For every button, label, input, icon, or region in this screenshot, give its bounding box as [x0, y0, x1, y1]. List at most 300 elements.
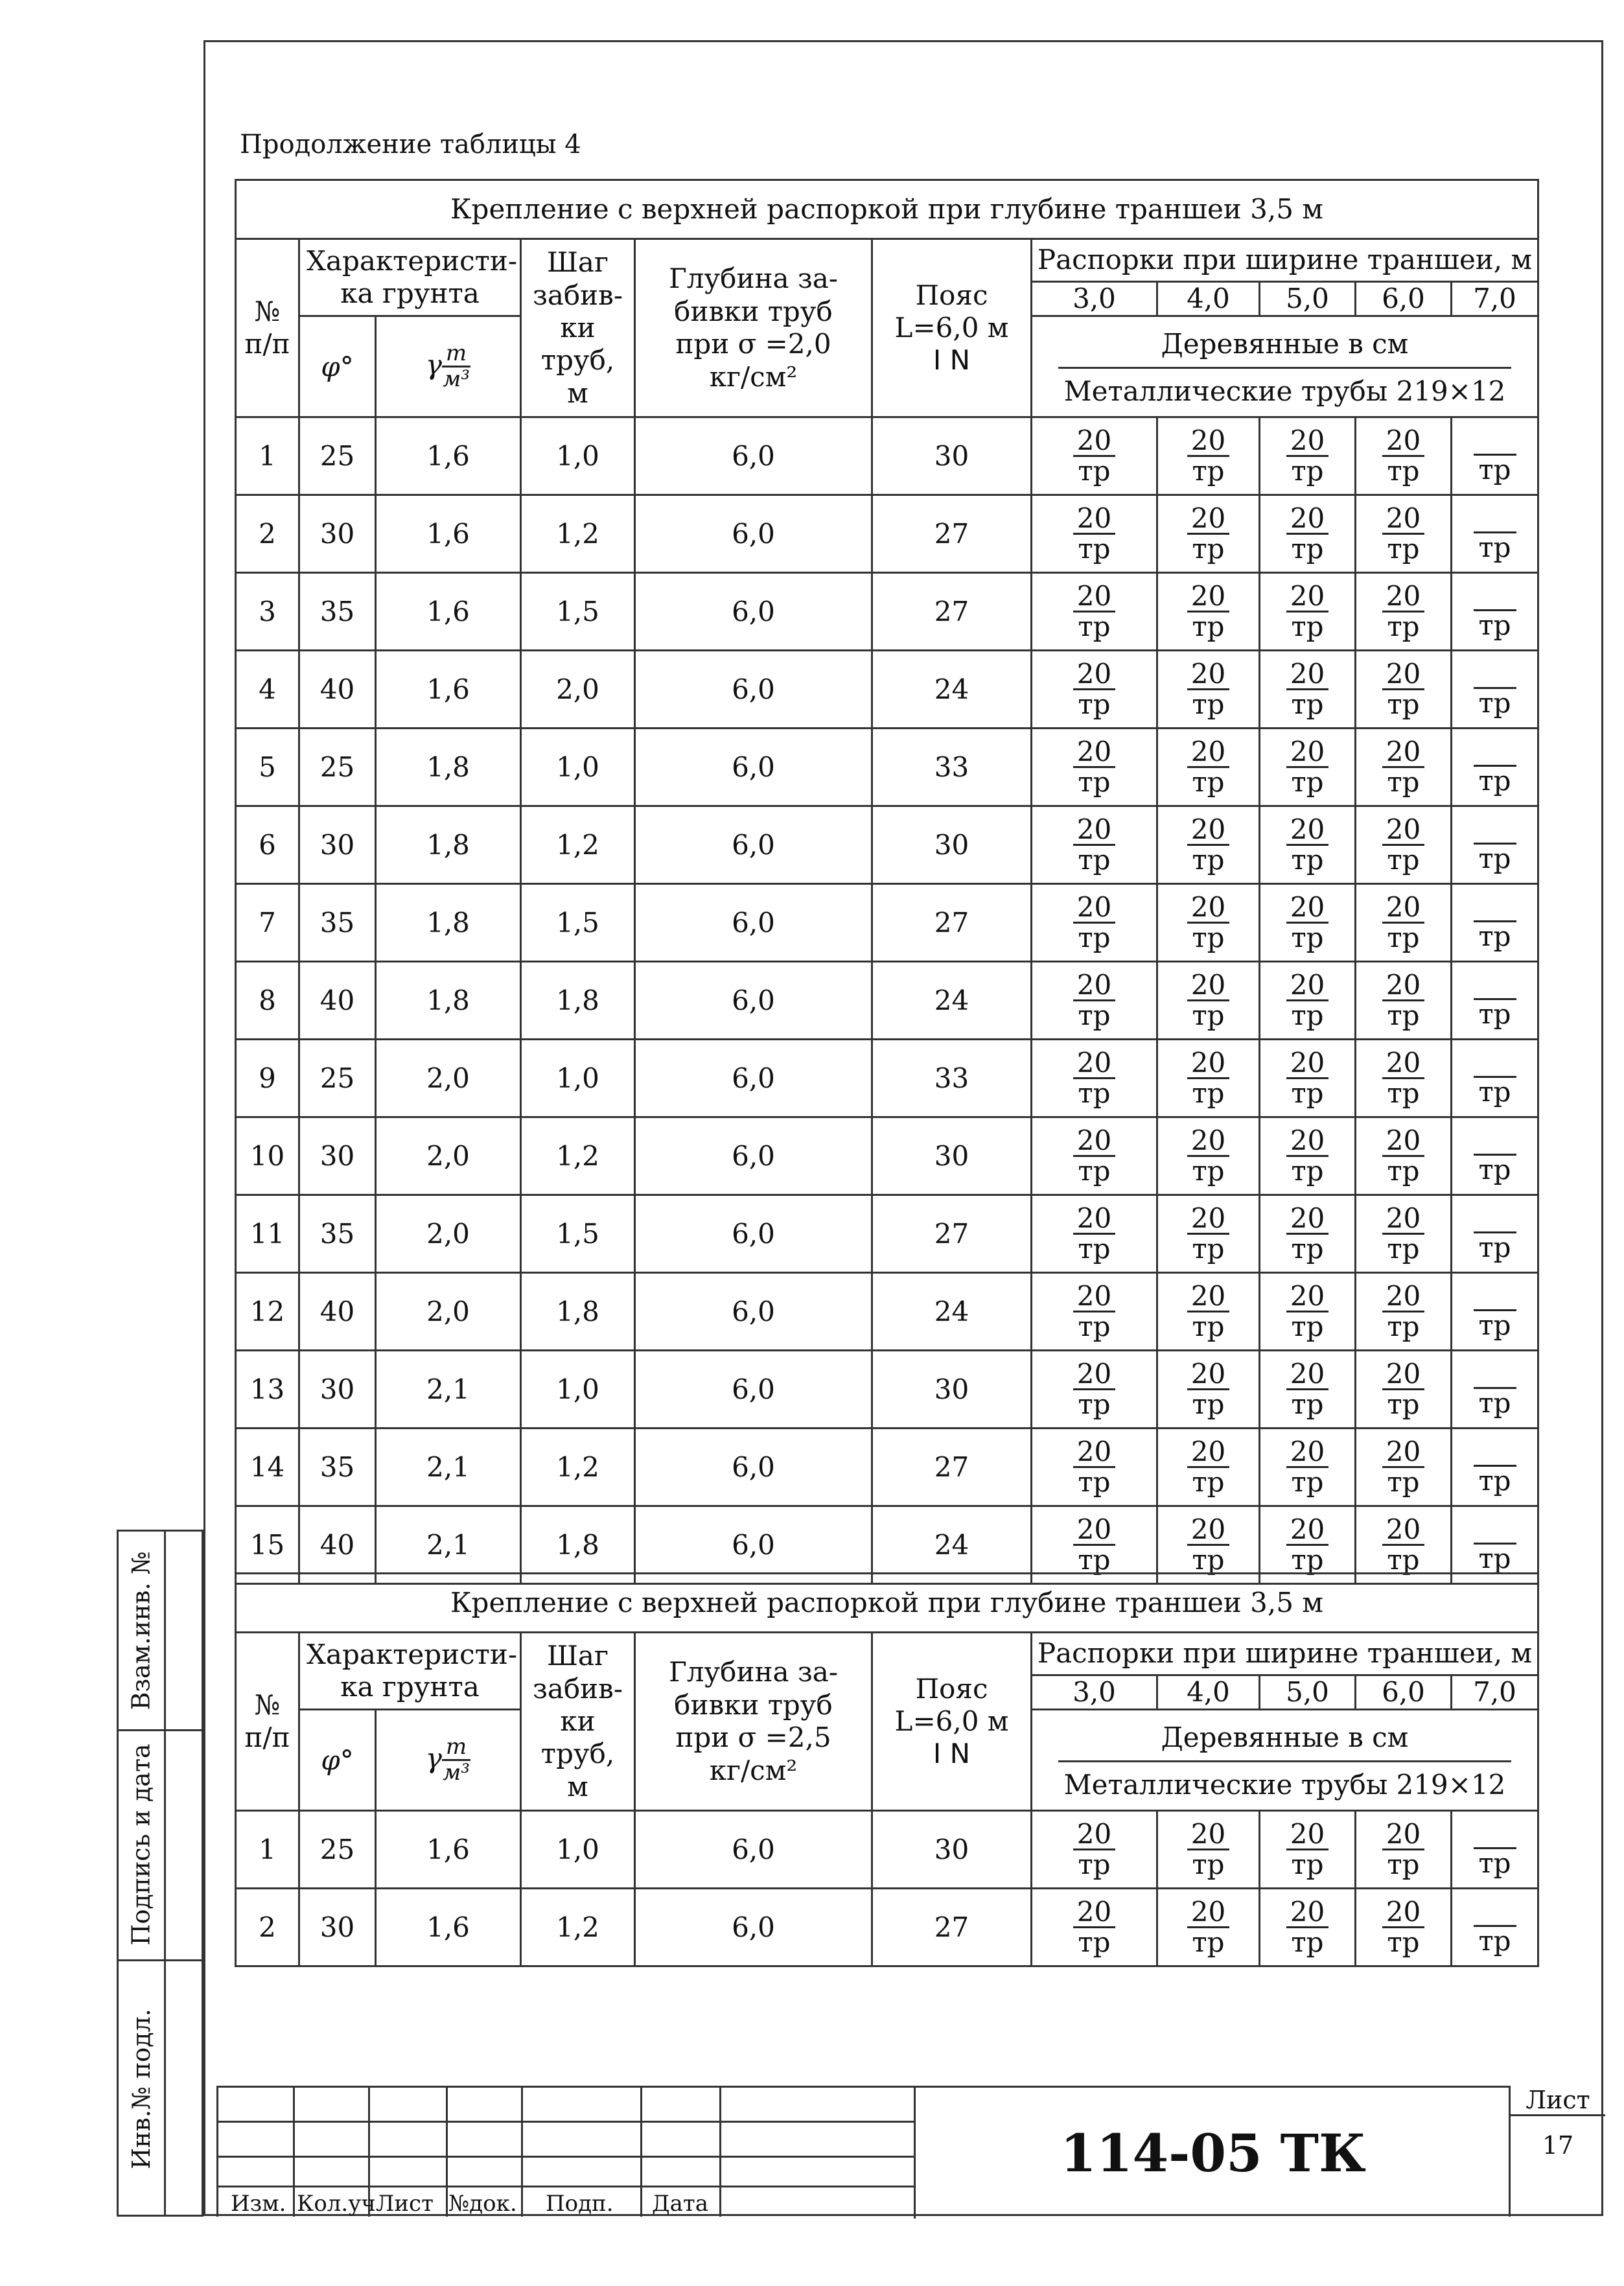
- strut-num: 20: [1187, 1820, 1229, 1850]
- strut-cell: [1157, 651, 1260, 729]
- strut-fraction: [1382, 426, 1424, 485]
- strut-cell: [1452, 729, 1538, 806]
- strut-fraction: [1073, 1820, 1115, 1879]
- cell-gamma: 2,0: [376, 1273, 521, 1351]
- strut-cell: [1260, 806, 1356, 884]
- strut-cell: [1260, 573, 1356, 651]
- strut-num-blank: [1474, 972, 1516, 1000]
- cell-n: 2: [236, 495, 299, 573]
- strut-num: 20: [1382, 1204, 1424, 1235]
- strut-fraction: [1382, 1126, 1424, 1185]
- cell-gamma: 2,1: [376, 1506, 521, 1584]
- cell-depth: 6,0: [635, 651, 872, 729]
- strut-num: 20: [1286, 1360, 1328, 1390]
- strut-cell: [1356, 1811, 1452, 1889]
- strut-num-blank: [1474, 1899, 1516, 1927]
- strut-fraction: [1187, 504, 1229, 563]
- strut-fraction: [1187, 1049, 1229, 1108]
- strut-cell: [1452, 1811, 1538, 1889]
- cell-n: 15: [236, 1506, 299, 1584]
- strut-fraction: [1187, 1360, 1229, 1419]
- strut-den: тр: [1078, 1849, 1111, 1881]
- strut-cell: [1260, 729, 1356, 806]
- strut-cell: [1032, 495, 1157, 573]
- strut-num: 20: [1382, 1126, 1424, 1157]
- strut-fraction: [1187, 1438, 1229, 1497]
- width-3: 5,0: [1260, 1675, 1356, 1710]
- strut-num: 20: [1187, 971, 1229, 1001]
- strut-fraction: [1382, 815, 1424, 874]
- cell-belt: 30: [872, 1117, 1032, 1195]
- strut-den: тр: [1192, 1388, 1225, 1421]
- strut-num: 20: [1073, 893, 1115, 924]
- strut-cell: [1260, 1351, 1356, 1429]
- strut-num: 20: [1286, 582, 1328, 612]
- cell-phi: 25: [299, 417, 376, 495]
- strut-num: 20: [1187, 1515, 1229, 1546]
- cell-step: 1,5: [521, 1195, 635, 1273]
- belt-mark: I N: [933, 344, 971, 377]
- cell-depth: 6,0: [635, 1195, 872, 1273]
- header-soil: Характеристи-ка грунта: [299, 1633, 521, 1710]
- strut-cell: [1032, 1273, 1157, 1351]
- strut-num: 20: [1382, 1820, 1424, 1850]
- cell-phi: 30: [299, 1117, 376, 1195]
- strut-den: тр: [1387, 1466, 1420, 1499]
- strut-num-blank: [1474, 661, 1516, 689]
- cell-n: 3: [236, 573, 299, 651]
- cell-gamma: 1,6: [376, 1889, 521, 1966]
- strut-num-blank: [1474, 817, 1516, 845]
- strut-num-blank: [1474, 1128, 1516, 1156]
- header-material: [1032, 316, 1538, 417]
- strut-fraction: [1474, 817, 1516, 873]
- cell-n: 1: [236, 1811, 299, 1889]
- header-belt: [872, 239, 1032, 417]
- strut-cell: [1260, 884, 1356, 962]
- cell-depth: 6,0: [635, 573, 872, 651]
- strut-den: тр: [1478, 454, 1511, 486]
- table-title: Крепление с верхней распоркой при глубине траншеи 3,5 м: [236, 1574, 1538, 1633]
- strut-cell: [1032, 1195, 1157, 1273]
- strut-fraction: [1073, 1049, 1115, 1108]
- strut-fraction: [1286, 1204, 1328, 1263]
- strut-cell: [1157, 1195, 1260, 1273]
- strut-cell: [1157, 1040, 1260, 1117]
- strut-num: 20: [1187, 582, 1229, 612]
- strut-num: 20: [1286, 426, 1328, 457]
- strut-den: тр: [1478, 765, 1511, 797]
- strut-fraction: [1382, 504, 1424, 563]
- cell-step: 1,0: [521, 1811, 635, 1889]
- cell-gamma: 1,6: [376, 651, 521, 729]
- strut-fraction: [1187, 1515, 1229, 1574]
- strut-den: тр: [1192, 1544, 1225, 1576]
- header-step: Шаг забив-ки труб, м: [521, 1633, 635, 1811]
- strut-num: 20: [1382, 1515, 1424, 1546]
- strut-fraction: [1187, 971, 1229, 1030]
- cell-n: 7: [236, 884, 299, 962]
- strut-num: 20: [1187, 1360, 1229, 1390]
- strut-num: 20: [1073, 660, 1115, 690]
- cell-depth: 6,0: [635, 1429, 872, 1506]
- strut-den: тр: [1387, 922, 1420, 954]
- strut-num-blank: [1474, 1283, 1516, 1311]
- table-row: [236, 573, 1538, 651]
- strut-den: тр: [1078, 533, 1111, 565]
- gamma-unit-den: м³: [443, 1760, 470, 1786]
- strut-cell: [1452, 417, 1538, 495]
- width-5: 7,0: [1452, 1675, 1538, 1710]
- strut-num: 20: [1286, 1049, 1328, 1079]
- strut-cell: [1032, 1117, 1157, 1195]
- strut-cell: [1157, 1351, 1260, 1429]
- cell-depth: 6,0: [635, 884, 872, 962]
- cell-n: 5: [236, 729, 299, 806]
- strut-fraction: [1187, 1898, 1229, 1957]
- strut-num-blank: [1474, 1206, 1516, 1233]
- strut-den: тр: [1478, 1387, 1511, 1419]
- cell-belt: 27: [872, 495, 1032, 573]
- cell-gamma: 1,8: [376, 962, 521, 1040]
- cell-phi: 35: [299, 884, 376, 962]
- strut-den: тр: [1387, 766, 1420, 799]
- strut-num: 20: [1382, 1898, 1424, 1928]
- width-5: 7,0: [1452, 282, 1538, 316]
- strut-cell: [1452, 1429, 1538, 1506]
- strut-cell: [1032, 1429, 1157, 1506]
- strut-num-blank: [1474, 894, 1516, 922]
- strut-cell: [1452, 495, 1538, 573]
- header-gamma: [376, 1710, 521, 1811]
- table-row: [236, 417, 1538, 495]
- header-material: [1032, 1710, 1538, 1811]
- strut-num: 20: [1073, 1049, 1115, 1079]
- strut-cell: [1157, 1273, 1260, 1351]
- strut-cell: [1260, 1811, 1356, 1889]
- metal-label: Металлические трубы 219×12: [1063, 375, 1506, 408]
- cell-belt: 27: [872, 1889, 1032, 1966]
- strut-cell: [1356, 1117, 1452, 1195]
- strut-cell: [1032, 1351, 1157, 1429]
- strut-cell: [1260, 1195, 1356, 1273]
- gamma-symbol: γ: [425, 348, 442, 380]
- strut-den: тр: [1192, 1926, 1225, 1959]
- strut-den: тр: [1478, 920, 1511, 953]
- strut-num: 20: [1286, 504, 1328, 535]
- strut-num: 20: [1073, 582, 1115, 612]
- header-struts: Распорки при ширине траншеи, м: [1032, 239, 1538, 282]
- side-stamp: [117, 1530, 203, 2217]
- strut-fraction: [1286, 1049, 1328, 1108]
- strut-den: тр: [1192, 1466, 1225, 1499]
- strut-num: 20: [1286, 738, 1328, 768]
- strut-fraction: [1073, 1898, 1115, 1957]
- strut-den: тр: [1291, 533, 1324, 565]
- strut-cell: [1032, 1040, 1157, 1117]
- header-gamma: [376, 316, 521, 417]
- cell-belt: 30: [872, 1811, 1032, 1889]
- table-row: [236, 1040, 1538, 1117]
- strut-fraction: [1382, 1360, 1424, 1419]
- strut-den: тр: [1192, 922, 1225, 954]
- strut-fraction: [1474, 661, 1516, 717]
- strut-den: тр: [1478, 687, 1511, 719]
- strut-fraction: [1073, 582, 1115, 641]
- tb-label-list: Лист: [376, 2191, 434, 2217]
- strut-den: тр: [1478, 1465, 1511, 1497]
- strut-fraction: [1474, 894, 1516, 951]
- strut-table-2: [235, 1572, 1539, 1967]
- strut-cell: [1452, 1117, 1538, 1195]
- cell-phi: 40: [299, 962, 376, 1040]
- header-row: [236, 1633, 1538, 1675]
- cell-gamma: 1,8: [376, 806, 521, 884]
- strut-num: 20: [1073, 426, 1115, 457]
- cell-belt: 24: [872, 1273, 1032, 1351]
- header-step: Шаг забив-ки труб, м: [521, 239, 635, 417]
- strut-cell: [1356, 1889, 1452, 1966]
- strut-cell: [1356, 495, 1452, 573]
- strut-fraction: [1073, 971, 1115, 1030]
- strut-fraction: [1382, 1204, 1424, 1263]
- strut-den: тр: [1478, 1925, 1511, 1957]
- strut-fraction: [1073, 1204, 1115, 1263]
- strut-cell: [1356, 573, 1452, 651]
- strut-fraction: [1286, 1515, 1328, 1574]
- strut-num-blank: [1474, 739, 1516, 767]
- strut-num: 20: [1187, 1898, 1229, 1928]
- strut-den: тр: [1387, 1077, 1420, 1110]
- table-row: [236, 806, 1538, 884]
- strut-den: тр: [1387, 688, 1420, 721]
- strut-num: 20: [1286, 1438, 1328, 1468]
- strut-cell: [1452, 573, 1538, 651]
- strut-fraction: [1073, 660, 1115, 719]
- strut-num: 20: [1286, 971, 1328, 1001]
- strut-cell: [1032, 1889, 1157, 1966]
- strut-den: тр: [1078, 1926, 1111, 1959]
- cell-belt: 27: [872, 573, 1032, 651]
- strut-fraction: [1474, 1899, 1516, 1955]
- table-row: [236, 884, 1538, 962]
- strut-den: тр: [1291, 999, 1324, 1032]
- strut-num: 20: [1073, 815, 1115, 846]
- strut-num: 20: [1382, 1049, 1424, 1079]
- table-title: Крепление с верхней распоркой при глубине траншеи 3,5 м: [236, 180, 1538, 239]
- strut-num: 20: [1382, 738, 1424, 768]
- strut-num: 20: [1187, 660, 1229, 690]
- strut-fraction: [1073, 1126, 1115, 1185]
- strut-den: тр: [1078, 688, 1111, 721]
- strut-fraction: [1187, 426, 1229, 485]
- cell-gamma: 2,1: [376, 1429, 521, 1506]
- strut-fraction: [1187, 738, 1229, 797]
- revision-grid: [216, 2086, 914, 2217]
- strut-cell: [1157, 729, 1260, 806]
- strut-cell: [1452, 1889, 1538, 1966]
- strut-fraction: [1187, 893, 1229, 952]
- strut-fraction: [1474, 428, 1516, 484]
- gamma-symbol: γ: [425, 1742, 442, 1774]
- strut-fraction: [1286, 1820, 1328, 1879]
- strut-fraction: [1073, 1282, 1115, 1341]
- strut-cell: [1032, 962, 1157, 1040]
- cell-belt: 30: [872, 806, 1032, 884]
- cell-step: 1,0: [521, 729, 635, 806]
- strut-den: тр: [1291, 1233, 1324, 1265]
- strut-cell: [1356, 1429, 1452, 1506]
- cell-belt: 24: [872, 651, 1032, 729]
- strut-fraction: [1474, 583, 1516, 640]
- strut-num: 20: [1382, 1438, 1424, 1468]
- table-row: [236, 651, 1538, 729]
- strut-num: 20: [1073, 1204, 1115, 1235]
- strut-den: тр: [1291, 1926, 1324, 1959]
- cell-gamma: 2,0: [376, 1195, 521, 1273]
- strut-num: 20: [1187, 738, 1229, 768]
- header-depth: Глубина за-бивки труб при σ =2,0 кг/см²: [635, 239, 872, 417]
- cell-gamma: 2,0: [376, 1117, 521, 1195]
- belt-mark: I N: [933, 1738, 971, 1770]
- cell-step: 1,2: [521, 495, 635, 573]
- strut-den: тр: [1078, 922, 1111, 954]
- strut-cell: [1032, 417, 1157, 495]
- strut-den: тр: [1192, 688, 1225, 721]
- cell-belt: 24: [872, 962, 1032, 1040]
- cell-depth: 6,0: [635, 1040, 872, 1117]
- strut-fraction: [1382, 660, 1424, 719]
- strut-cell: [1260, 495, 1356, 573]
- cell-phi: 30: [299, 1351, 376, 1429]
- width-4: 6,0: [1356, 282, 1452, 316]
- strut-cell: [1157, 1811, 1260, 1889]
- cell-step: 1,2: [521, 1429, 635, 1506]
- strut-num: 20: [1286, 1282, 1328, 1312]
- strut-fraction: [1286, 660, 1328, 719]
- strut-fraction: [1382, 893, 1424, 952]
- strut-den: тр: [1387, 1388, 1420, 1421]
- cell-n: 6: [236, 806, 299, 884]
- width-1: 3,0: [1032, 1675, 1157, 1710]
- strut-cell: [1452, 1040, 1538, 1117]
- strut-den: тр: [1078, 1544, 1111, 1576]
- cell-phi: 30: [299, 495, 376, 573]
- strut-den: тр: [1291, 1077, 1324, 1110]
- strut-cell: [1157, 884, 1260, 962]
- strut-num: 20: [1382, 426, 1424, 457]
- cell-phi: 40: [299, 651, 376, 729]
- strut-num: 20: [1382, 971, 1424, 1001]
- replace-inv-label: Взам.инв. №: [127, 1550, 156, 1710]
- strut-fraction: [1382, 1515, 1424, 1574]
- strut-den: тр: [1192, 999, 1225, 1032]
- cell-phi: 30: [299, 806, 376, 884]
- strut-fraction: [1286, 1126, 1328, 1185]
- strut-fraction: [1286, 1282, 1328, 1341]
- strut-cell: [1032, 573, 1157, 651]
- strut-den: тр: [1387, 533, 1420, 565]
- strut-cell: [1356, 1351, 1452, 1429]
- cell-step: 1,2: [521, 806, 635, 884]
- strut-num: 20: [1073, 1820, 1115, 1850]
- width-3: 5,0: [1260, 282, 1356, 316]
- cell-n: 10: [236, 1117, 299, 1195]
- strut-den: тр: [1192, 1849, 1225, 1881]
- cell-gamma: 1,6: [376, 1811, 521, 1889]
- strut-fraction: [1286, 426, 1328, 485]
- width-1: 3,0: [1032, 282, 1157, 316]
- strut-table-1: [235, 179, 1539, 1585]
- header-phi: φ°: [299, 316, 376, 417]
- strut-fraction: [1073, 426, 1115, 485]
- cell-phi: 40: [299, 1273, 376, 1351]
- strut-fraction: [1286, 1360, 1328, 1419]
- cell-phi: 25: [299, 729, 376, 806]
- strut-fraction: [1474, 1050, 1516, 1106]
- strut-fraction: [1187, 1126, 1229, 1185]
- document-code: 114-05 ТК: [914, 2086, 1511, 2219]
- sheet-number: 17: [1542, 2131, 1574, 2160]
- strut-num: 20: [1187, 426, 1229, 457]
- strut-cell: [1157, 573, 1260, 651]
- strut-den: тр: [1192, 533, 1225, 565]
- strut-den: тр: [1387, 999, 1420, 1032]
- strut-num: 20: [1187, 1438, 1229, 1468]
- strut-fraction: [1286, 582, 1328, 641]
- strut-fraction: [1474, 506, 1516, 562]
- wood-label: Деревянные в см: [1058, 1719, 1511, 1762]
- cell-depth: 6,0: [635, 962, 872, 1040]
- strut-fraction: [1286, 971, 1328, 1030]
- header-number: № п/п: [236, 1633, 299, 1811]
- strut-cell: [1452, 1195, 1538, 1273]
- cell-depth: 6,0: [635, 1811, 872, 1889]
- strut-fraction: [1286, 738, 1328, 797]
- strut-cell: [1157, 1117, 1260, 1195]
- cell-depth: 6,0: [635, 1889, 872, 1966]
- strut-num: 20: [1382, 582, 1424, 612]
- strut-fraction: [1187, 815, 1229, 874]
- title-block: [203, 2086, 1603, 2217]
- strut-den: тр: [1291, 766, 1324, 799]
- strut-num: 20: [1073, 1515, 1115, 1546]
- table-title-row: [236, 1574, 1538, 1633]
- cell-gamma: 2,1: [376, 1351, 521, 1429]
- strut-num: 20: [1187, 1126, 1229, 1157]
- cell-phi: 25: [299, 1811, 376, 1889]
- strut-den: тр: [1192, 1233, 1225, 1265]
- strut-fraction: [1474, 1517, 1516, 1573]
- strut-num: 20: [1187, 893, 1229, 924]
- strut-fraction: [1187, 582, 1229, 641]
- tb-label-date: Дата: [652, 2191, 708, 2217]
- cell-gamma: 1,6: [376, 495, 521, 573]
- strut-cell: [1356, 417, 1452, 495]
- cell-n: 4: [236, 651, 299, 729]
- cell-n: 8: [236, 962, 299, 1040]
- strut-num: 20: [1286, 1820, 1328, 1850]
- header-soil: Характеристи-ка грунта: [299, 239, 521, 316]
- strut-num-blank: [1474, 428, 1516, 456]
- strut-den: тр: [1478, 609, 1511, 642]
- strut-fraction: [1382, 1282, 1424, 1341]
- cell-phi: 35: [299, 1195, 376, 1273]
- strut-den: тр: [1478, 843, 1511, 875]
- header-number: № п/п: [236, 239, 299, 417]
- strut-cell: [1157, 1429, 1260, 1506]
- strut-num: 20: [1073, 1282, 1115, 1312]
